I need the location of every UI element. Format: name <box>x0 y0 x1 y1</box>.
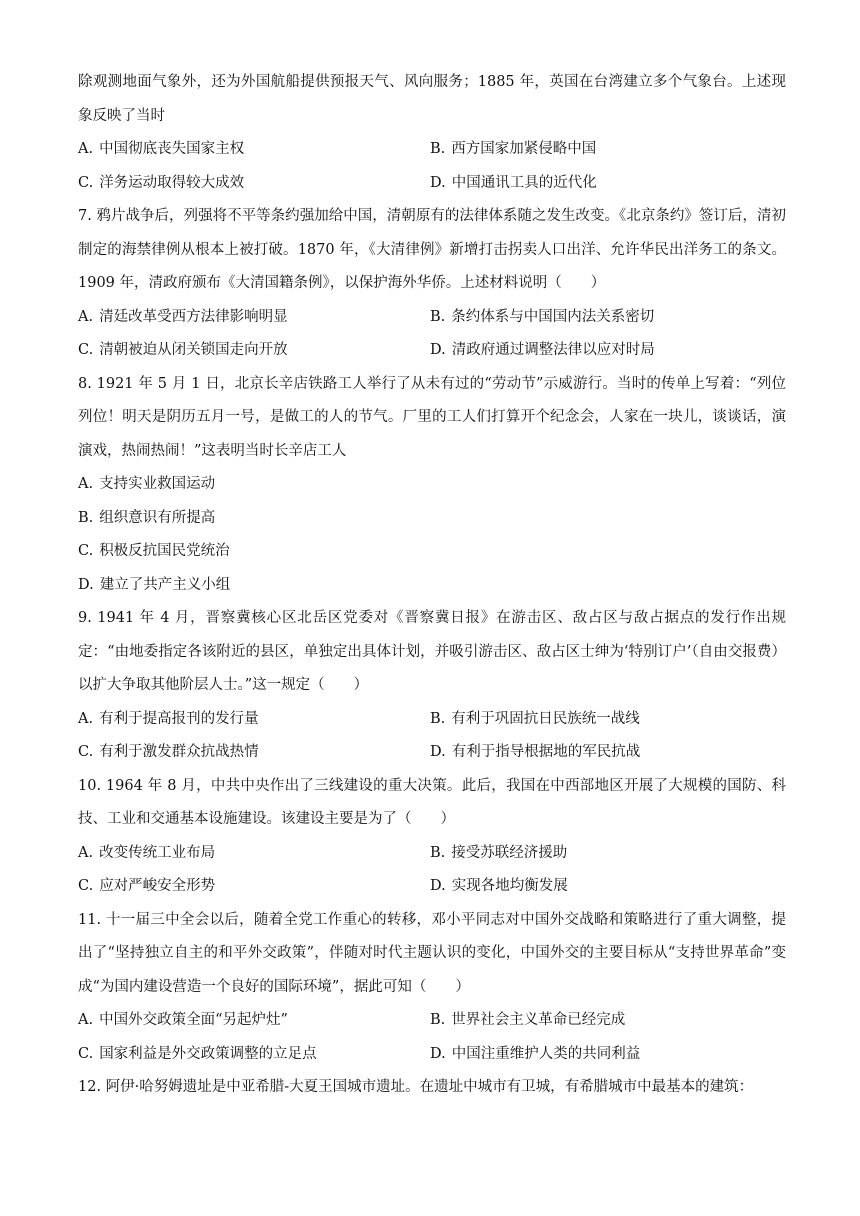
question-7-option-a: A. 清廷改革受西方法律影响明显 <box>78 308 288 325</box>
question-10-options-row-2 <box>78 870 786 904</box>
question-9-option-b: B. 有利于巩固抗日民族统一战线 <box>430 710 640 727</box>
question-8-option-b: B. 组织意识有所提高 <box>78 509 216 526</box>
question-11-option-b: B. 世界社会主义革命已经完成 <box>430 1012 626 1028</box>
question-7-option-d: D. 清政府通过调整法律以应对时局 <box>430 342 655 358</box>
question-8-option-a: A. 支持实业救国运动 <box>78 476 216 492</box>
question-10-option-c: C. 应对严峻安全形势 <box>78 878 216 894</box>
question-11-stem: 11. 十一届三中全会以后，随着全党工作重心的转移，邓小平同志对中国外交战略和策略进行了重大调整，提出了“坚持独立自主的和平外交政策”，伴随对时代主题认识的变化，中国外交的主要目标从“支持世界革命”变成“为国内建设营造一个良好的国际环境”，据此可知（ ） <box>78 911 786 995</box>
question-10-stem: 10. 1964 年 8 月，中共中央作出了三线建设的重大决策。此后，我国在中西部地区开展了大规模的国防、科技、工业和交通基本设施建设。该建设主要是为了（ ） <box>78 777 786 827</box>
question-11-option-d: D. 中国注重维护人类的共同利益 <box>430 1045 641 1062</box>
question-9-option-a: A. 有利于提高报刊的发行量 <box>78 710 259 727</box>
question-7-stem: 7. 鸦片战争后，列强将不平等条约强加给中国，清朝原有的法律体系随之发生改变。《北京条约》签订后，清初制定的海禁律例从根本上被打破。1870 年，《大清律例》新增打击拐卖人口出洋、允许华民出洋务工的条文。1909 年，清政府颁布《大清国籍条例》，以保护海外华侨。上述材料说明（ ） <box>78 208 786 291</box>
question-6-stem-tail: 除观测地面气象外，还为外国航船提供预报天气、风向服务；1885 年，英国在台湾建立多个气象台。上述现象反映了当时 <box>78 74 786 124</box>
question-12-stem: 12. 阿伊·哈努姆遗址是中亚希腊-大夏王国城市遗址。在遗址中城市有卫城，有希腊城市中最基本的建筑： <box>78 1079 754 1095</box>
question-10-option-b: B. 接受苏联经济援助 <box>430 844 568 861</box>
question-6-option-d: D. 中国通讯工具的近代化 <box>430 174 597 191</box>
question-11-options-row-1 <box>78 1004 786 1038</box>
exam-page <box>78 66 786 1105</box>
question-10-options-row-1 <box>78 837 786 871</box>
question-11-option-a: A. 中国外交政策全面“另起炉灶” <box>78 1012 288 1028</box>
question-6-option-c: C. 洋务运动取得较大成效 <box>78 174 245 191</box>
question-9-options-row-2 <box>78 736 786 770</box>
question-7-options-row-1 <box>78 301 786 335</box>
question-8-stem: 8. 1921 年 5 月 1 日，北京长辛店铁路工人举行了从未有过的“劳动节”示威游行。当时的传单上写着：“列位列位！明天是阴历五月一号，是做工的人的节气。厂里的工人们打算开个纪念会，人家在一块儿，谈谈话，演演戏，热闹热闹！”这表明当时长辛店工人 <box>78 375 786 459</box>
question-7-options-row-2 <box>78 334 786 368</box>
question-11-option-c: C. 国家利益是外交政策调整的立足点 <box>78 1045 317 1062</box>
question-11-options-row-2 <box>78 1038 786 1072</box>
question-7-option-b: B. 条约体系与中国国内法关系密切 <box>430 308 655 325</box>
question-7-option-c: C. 清朝被迫从闭关锁国走向开放 <box>78 342 288 358</box>
question-8-option-c: C. 积极反抗国民党统治 <box>78 543 230 559</box>
question-6-options-row-2 <box>78 167 786 201</box>
question-9-option-d: D. 有利于指导根据地的军民抗战 <box>430 744 641 760</box>
question-9-options-row-1 <box>78 703 786 737</box>
question-9-option-c: C. 有利于激发群众抗战热情 <box>78 744 259 760</box>
question-6-options-row-1 <box>78 133 786 167</box>
question-6-option-a: A. 中国彻底丧失国家主权 <box>78 141 245 157</box>
question-9-stem: 9. 1941 年 4 月，晋察冀核心区北岳区党委对《晋察冀日报》在游击区、敌占区与敌占据点的发行作出规定：“由地委指定各该附近的县区，单独定出具体计划，并吸引游击区、敌占区士绅为‘特别订户’（自由交报费）以扩大争取其他阶层人士。”这一规定（ ） <box>78 610 786 693</box>
question-10-option-a: A. 改变传统工业布局 <box>78 844 216 861</box>
question-6-option-b: B. 西方国家加紧侵略中国 <box>430 141 597 157</box>
question-8-option-d: D. 建立了共产主义小组 <box>78 576 231 593</box>
question-10-option-d: D. 实现各地均衡发展 <box>430 878 568 894</box>
